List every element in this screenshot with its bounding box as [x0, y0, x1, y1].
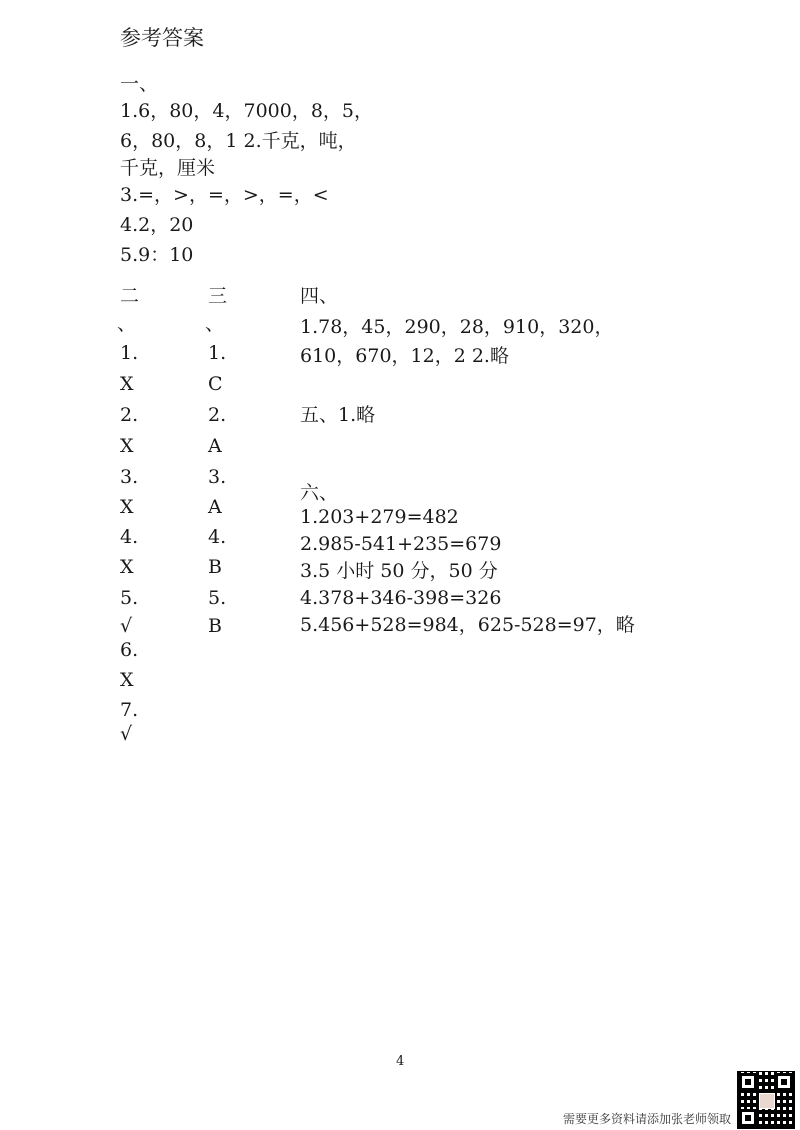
page-title: 参考答案	[120, 26, 204, 50]
section4-heading: 四、	[300, 285, 339, 307]
section3-item: 1.	[208, 342, 227, 364]
section4-line: 610，670，12，2 2.略	[300, 345, 509, 367]
section3-item: A	[208, 435, 222, 457]
section3-item: 2.	[208, 404, 227, 426]
section3-item: B	[208, 615, 222, 637]
section3-mark: 、	[205, 313, 225, 335]
section2-item: X	[120, 556, 134, 578]
section4-line: 1.78，45，290，28，910，320，	[300, 316, 614, 338]
section3-item: B	[208, 556, 222, 578]
section3-item: 4.	[208, 526, 227, 548]
section6-line: 3.5 小时 50 分，50 分	[300, 560, 498, 582]
section1-line: 1.6，80，4，7000，8，5，	[120, 100, 374, 122]
footer-note: 需要更多资料请添加张老师领取	[563, 1112, 732, 1126]
section6-line: 2.985-541+235=679	[300, 533, 502, 555]
section1-line: 3.=，>，=，>，=，<	[120, 184, 329, 206]
section3-item: 5.	[208, 587, 227, 609]
section2-item: X	[120, 435, 134, 457]
section1-line: 4.2，20	[120, 214, 194, 236]
section2-item: 7.	[120, 699, 139, 721]
section3-heading: 三	[208, 285, 228, 307]
section2-heading: 二	[120, 285, 140, 307]
section3-item: A	[208, 496, 222, 518]
qr-code-icon	[737, 1071, 795, 1129]
section6-line: 4.378+346-398=326	[300, 587, 502, 609]
section1-line: 5.9：10	[120, 244, 194, 266]
section5-line: 五、1.略	[300, 404, 376, 426]
section1-line: 6，80，8，1 2.千克，吨，	[120, 130, 357, 152]
section2-mark: 、	[117, 313, 137, 335]
section2-item: 3.	[120, 466, 139, 488]
section2-item: X	[120, 669, 134, 691]
section2-item: √	[120, 723, 133, 745]
section2-item: 2.	[120, 404, 139, 426]
section2-item: 1.	[120, 342, 139, 364]
section2-item: √	[120, 615, 133, 637]
section2-item: X	[120, 373, 134, 395]
avatar	[759, 1093, 775, 1109]
section1-line: 千克，厘米	[120, 157, 216, 179]
section3-item: 3.	[208, 466, 227, 488]
section2-item: X	[120, 496, 134, 518]
section2-item: 5.	[120, 587, 139, 609]
section3-item: C	[208, 373, 223, 395]
section6-line: 5.456+528=984，625-528=97，略	[300, 614, 635, 636]
section6-heading: 六、	[300, 482, 339, 504]
section1-heading: 一、	[120, 73, 159, 95]
section2-item: 6.	[120, 639, 139, 661]
page-number: 4	[396, 1054, 405, 1069]
section2-item: 4.	[120, 526, 139, 548]
section6-line: 1.203+279=482	[300, 506, 459, 528]
